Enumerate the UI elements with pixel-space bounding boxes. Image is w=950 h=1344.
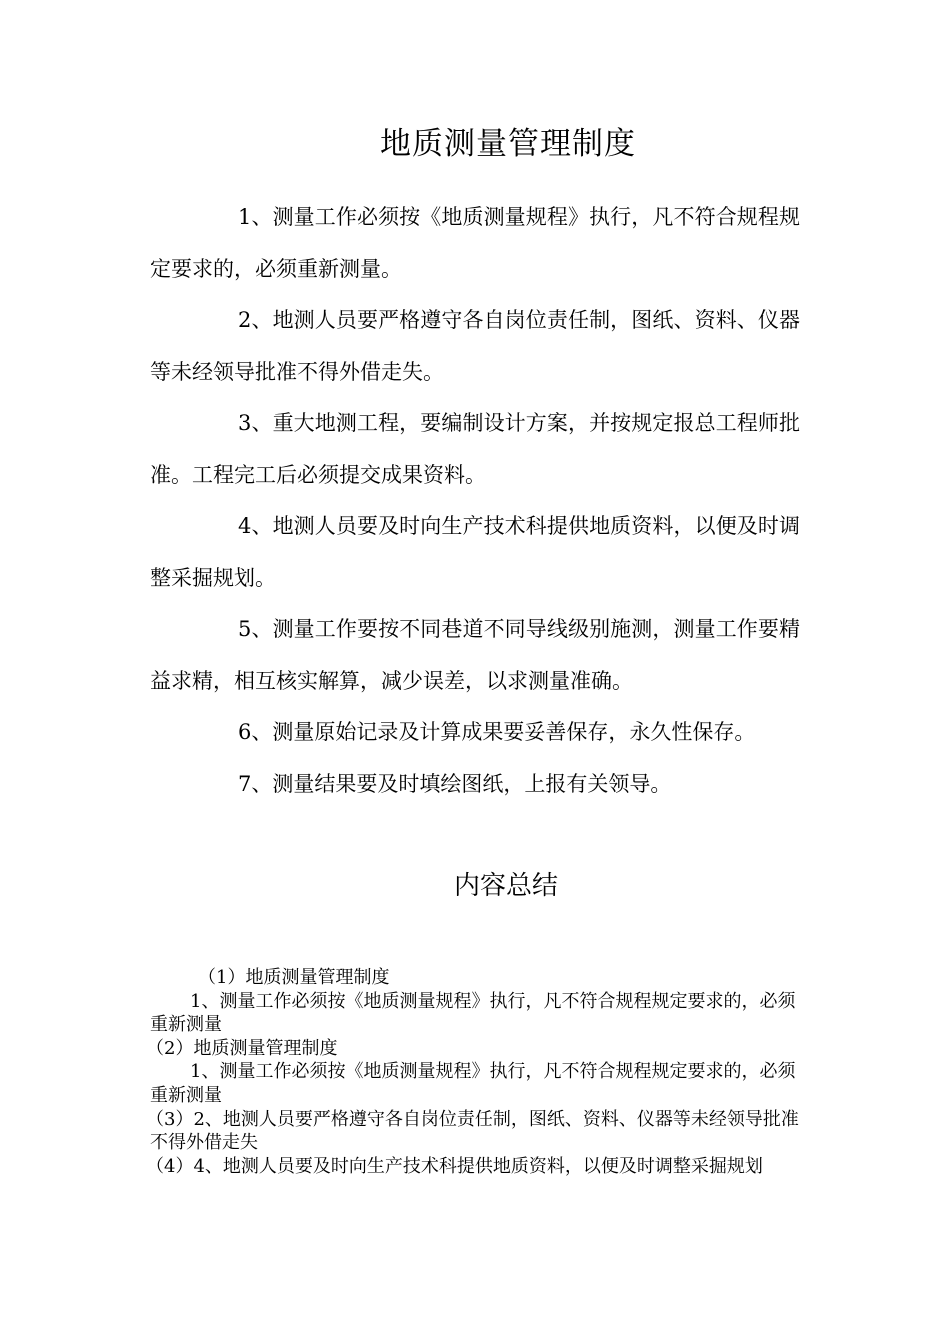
summary-item-heading: （1）地质测量管理制度	[198, 967, 390, 988]
summary-item: （3）2、地测人员要严格遵守各自岗位责任制，图纸、资料、仪器等未经领导批准不得外借走失	[146, 1108, 799, 1154]
rule-item: 4、地测人员要及时向生产技术科提供地质资料，以便及时调整采掘规划。	[150, 514, 800, 590]
rule-item: 6、测量原始记录及计算成果要妥善保存，永久性保存。	[238, 720, 756, 744]
summary-title: 内容总结	[453, 871, 558, 901]
rule-item: 3、重大地测工程，要编制设计方案，并按规定报总工程师批准。工程完工后必须提交成果资料。	[150, 411, 800, 487]
rule-item: 2、地测人员要严格遵守各自岗位责任制，图纸、资料、仪器等未经领导批准不得外借走失。	[150, 308, 800, 384]
summary-list	[146, 966, 800, 1178]
rules-list	[150, 192, 800, 810]
rule-item: 1、测量工作必须按《地质测量规程》执行，凡不符合规程规定要求的，必须重新测量。	[150, 205, 800, 281]
rule-item: 7、测量结果要及时填绘图纸，上报有关领导。	[238, 771, 672, 796]
document-title: 地质测量管理制度	[380, 126, 636, 162]
summary-item-body: 1、测量工作必须按《地质测量规程》执行，凡不符合规程规定要求的，必须重新测量	[150, 1061, 796, 1106]
summary-item-heading: （2）地质测量管理制度	[146, 1037, 338, 1059]
rule-item: 5、测量工作要按不同巷道不同导线级别施测，测量工作要精益求精，相互核实解算，减少误差，以求测量准确。	[150, 617, 800, 693]
summary-item: （4）4、地测人员要及时向生产技术科提供地质资料，以便及时调整采掘规划	[146, 1155, 763, 1177]
summary-item-body: 1、测量工作必须按《地质测量规程》执行，凡不符合规程规定要求的，必须重新测量	[150, 990, 796, 1036]
